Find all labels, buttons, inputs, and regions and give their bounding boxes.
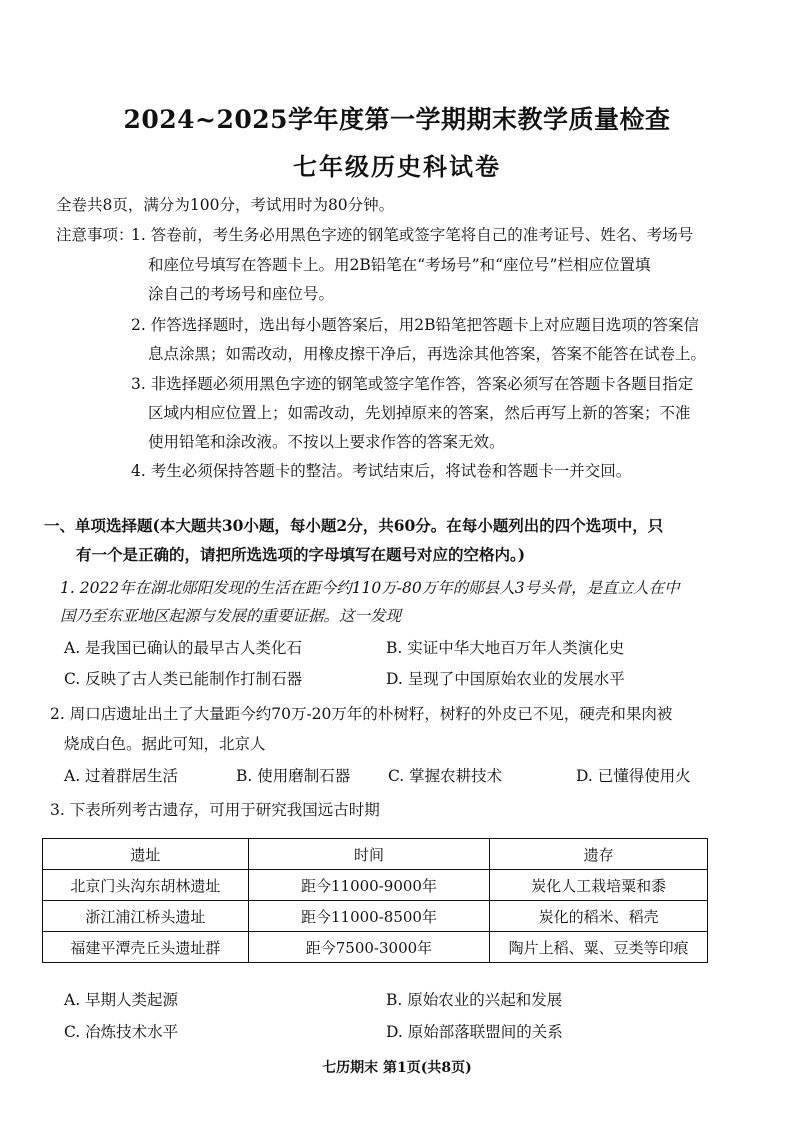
table-cell: 炭化的稻米、稻壳	[490, 901, 708, 932]
table-cell: 距今7500-3000年	[248, 932, 490, 963]
q3-stem: 3. 下表所列考古遗存，可用于研究我国远古时期	[50, 801, 380, 819]
q1-option-d: D. 呈现了中国原始农业的发展水平	[386, 670, 625, 688]
q1-option-b: B. 实证中华大地百万年人类演化史	[386, 639, 625, 657]
exam-info: 全卷共8页，满分为100分，考试用时为80分钟。	[56, 196, 395, 214]
notice-item-1-line-3: 涂自己的考场号和座位号。	[148, 285, 335, 303]
section-heading-line-1: 一、单项选择题(本大题共30小题，每小题2分，共60分。在每小题列出的四个选项中，只	[44, 516, 664, 535]
q3-option-b: B. 原始农业的兴起和发展	[386, 991, 563, 1009]
q3-option-a: A. 早期人类起源	[64, 991, 179, 1009]
table-row	[43, 901, 708, 932]
q2-option-a: A. 过着群居生活	[64, 767, 179, 785]
q2-option-c: C. 掌握农耕技术	[388, 767, 503, 785]
q3-option-d: D. 原始部落联盟间的关系	[386, 1023, 563, 1041]
notice-item-3-line-2: 区域内相应位置上；如需改动，先划掉原来的答案，然后再写上新的答案；不准	[148, 404, 691, 422]
table-header-remains: 遗存	[490, 839, 708, 870]
table-row	[43, 932, 708, 963]
q1-stem-line-1: 1. 2022年在湖北郧阳发现的生活在距今约110万-80万年的郧县人3号头骨，是直立人在中	[60, 579, 680, 597]
q2-option-d: D. 已懂得使用火	[576, 767, 691, 785]
notice-item-3-line-1: 3. 非选择题必须用黑色字迹的钢笔或签字笔作答，答案必须写在答题卡各题目指定	[131, 375, 694, 393]
notice-item-1-line-1: 1. 答卷前，考生务必用黑色字迹的钢笔或签字笔将自己的准考证号、姓名、考场号	[131, 226, 694, 244]
q1-stem-line-2: 国乃至东亚地区起源与发展的重要证据。这一发现	[60, 607, 402, 625]
table-header-row	[43, 839, 708, 870]
q1-option-c: C. 反映了古人类已能制作打制石器	[64, 670, 303, 688]
table-cell: 福建平潭壳丘头遗址群	[43, 932, 249, 963]
q2-option-b: B. 使用磨制石器	[236, 767, 351, 785]
exam-title: 2024~2025学年度第一学期期末教学质量检查	[123, 105, 671, 134]
page-footer: 七历期末 第1页(共8页)	[322, 1060, 472, 1076]
table-cell: 北京门头沟东胡林遗址	[43, 870, 249, 901]
table-cell: 陶片上稻、粟、豆类等印痕	[490, 932, 708, 963]
table-row	[43, 870, 708, 901]
table-cell: 距今11000-8500年	[248, 901, 490, 932]
notice-item-2-line-1: 2. 作答选择题时，选出每小题答案后，用2B铅笔把答题卡上对应题目选项的答案信	[131, 316, 699, 334]
notice-item-3-line-3: 使用铅笔和涂改液。不按以上要求作答的答案无效。	[148, 433, 505, 451]
notice-item-4: 4. 考生必须保持答题卡的整洁。考试结束后，将试卷和答题卡一并交回。	[131, 462, 632, 480]
notice-label: 注意事项：	[56, 226, 134, 244]
q3-table	[42, 838, 708, 963]
table-header-site: 遗址	[43, 839, 249, 870]
q1-option-a: A. 是我国已确认的最早古人类化石	[64, 639, 303, 657]
q2-stem-line-1: 2. 周口店遗址出土了大量距今约70万-20万年的朴树籽，树籽的外皮已不见，硬壳和果肉被	[50, 705, 673, 723]
table-header-time: 时间	[248, 839, 490, 870]
table-cell: 距今11000-9000年	[248, 870, 490, 901]
notice-item-1-line-2: 和座位号填写在答题卡上。用2B铅笔在“考场号”和“座位号”栏相应位置填	[148, 256, 651, 274]
q2-stem-line-2: 烧成白色。据此可知，北京人	[64, 735, 266, 753]
table-cell: 浙江浦江桥头遗址	[43, 901, 249, 932]
exam-subtitle: 七年级历史科试卷	[293, 152, 501, 181]
table-cell: 炭化人工栽培粟和黍	[490, 870, 708, 901]
q3-option-c: C. 冶炼技术水平	[64, 1023, 179, 1041]
notice-item-2-line-2: 息点涂黑；如需改动，用橡皮擦干净后，再选涂其他答案，答案不能答在试卷上。	[148, 345, 707, 363]
section-heading-line-2: 有一个是正确的，请把所选选项的字母填写在题号对应的空格内。)	[76, 545, 526, 564]
